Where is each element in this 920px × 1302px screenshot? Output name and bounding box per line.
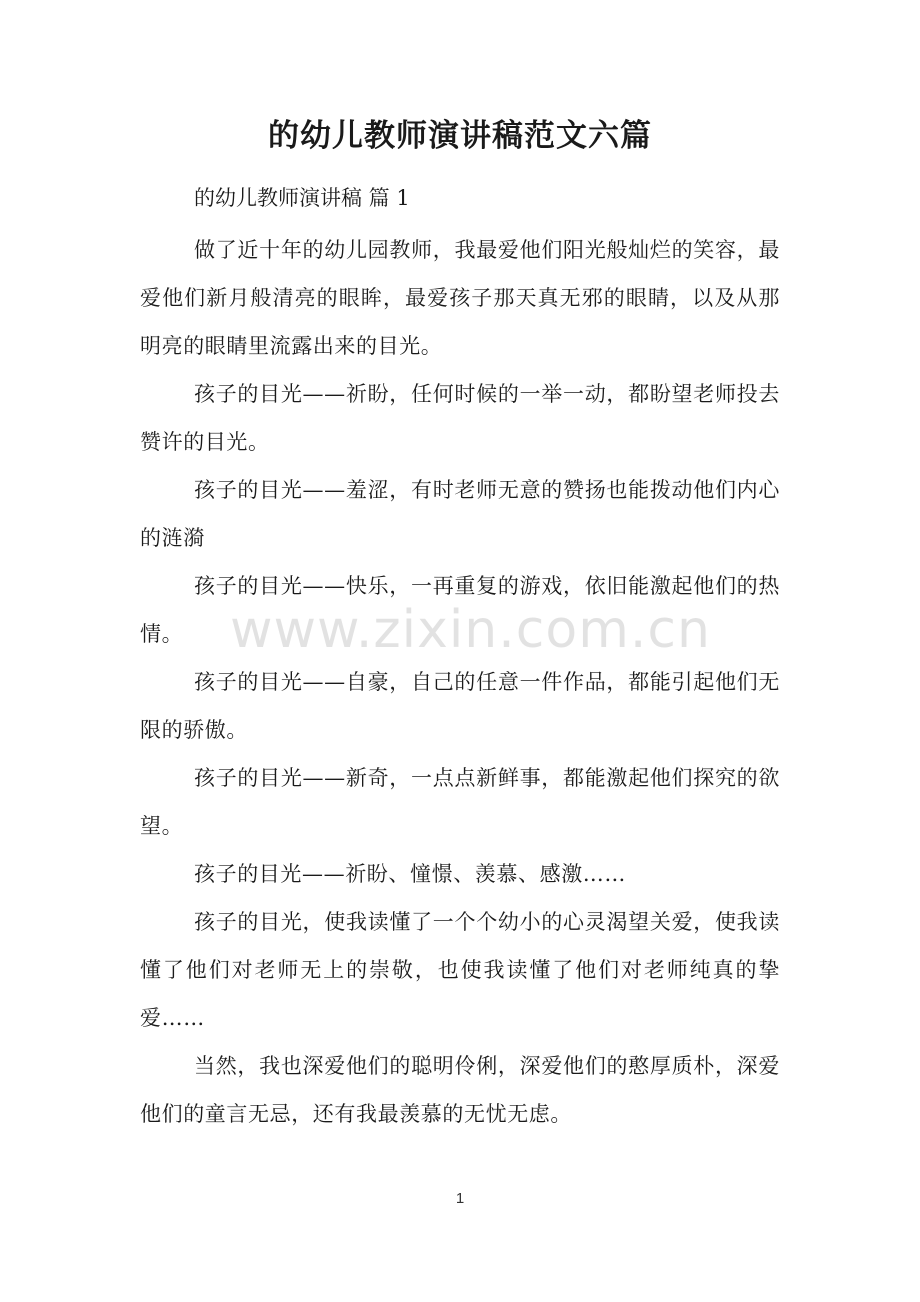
page-number: 1 <box>455 1190 465 1207</box>
paragraph: 孩子的目光——自豪，自己的任意一件作品，都能引起他们无限的骄傲。 <box>140 670 780 742</box>
section-heading: 的幼儿教师演讲稿 篇 1 <box>194 186 410 210</box>
document-title: 的幼儿教师演讲稿范文六篇 <box>268 118 652 154</box>
watermark: www.zixin.com.cn <box>230 600 711 660</box>
document-body <box>140 226 780 1138</box>
paragraph: 做了近十年的幼儿园教师，我最爱他们阳光般灿烂的笑容，最爱他们新月般清亮的眼眸，最爱孩子那天真无邪的眼睛，以及从那明亮的眼睛里流露出来的目光。 <box>140 238 780 358</box>
paragraph: 孩子的目光——祈盼、憧憬、羡慕、感激…… <box>194 862 626 886</box>
paragraph: 当然，我也深爱他们的聪明伶俐，深爱他们的憨厚质朴，深爱他们的童言无忌，还有我最羡慕的无忧无虑。 <box>140 1054 780 1126</box>
paragraph: 孩子的目光——快乐，一再重复的游戏，依旧能激起他们的热情。 <box>140 574 780 646</box>
paragraph: 孩子的目光，使我读懂了一个个幼小的心灵渴望关爱，使我读懂了他们对老师无上的崇敬，也使我读懂了他们对老师纯真的挚爱…… <box>140 910 780 1030</box>
paragraph: 孩子的目光——新奇，一点点新鲜事，都能激起他们探究的欲望。 <box>140 766 780 838</box>
paragraph: 孩子的目光——羞涩，有时老师无意的赞扬也能拨动他们内心的涟漪 <box>140 478 780 550</box>
paragraph: 孩子的目光——祈盼，任何时候的一举一动，都盼望老师投去赞许的目光。 <box>140 382 780 454</box>
